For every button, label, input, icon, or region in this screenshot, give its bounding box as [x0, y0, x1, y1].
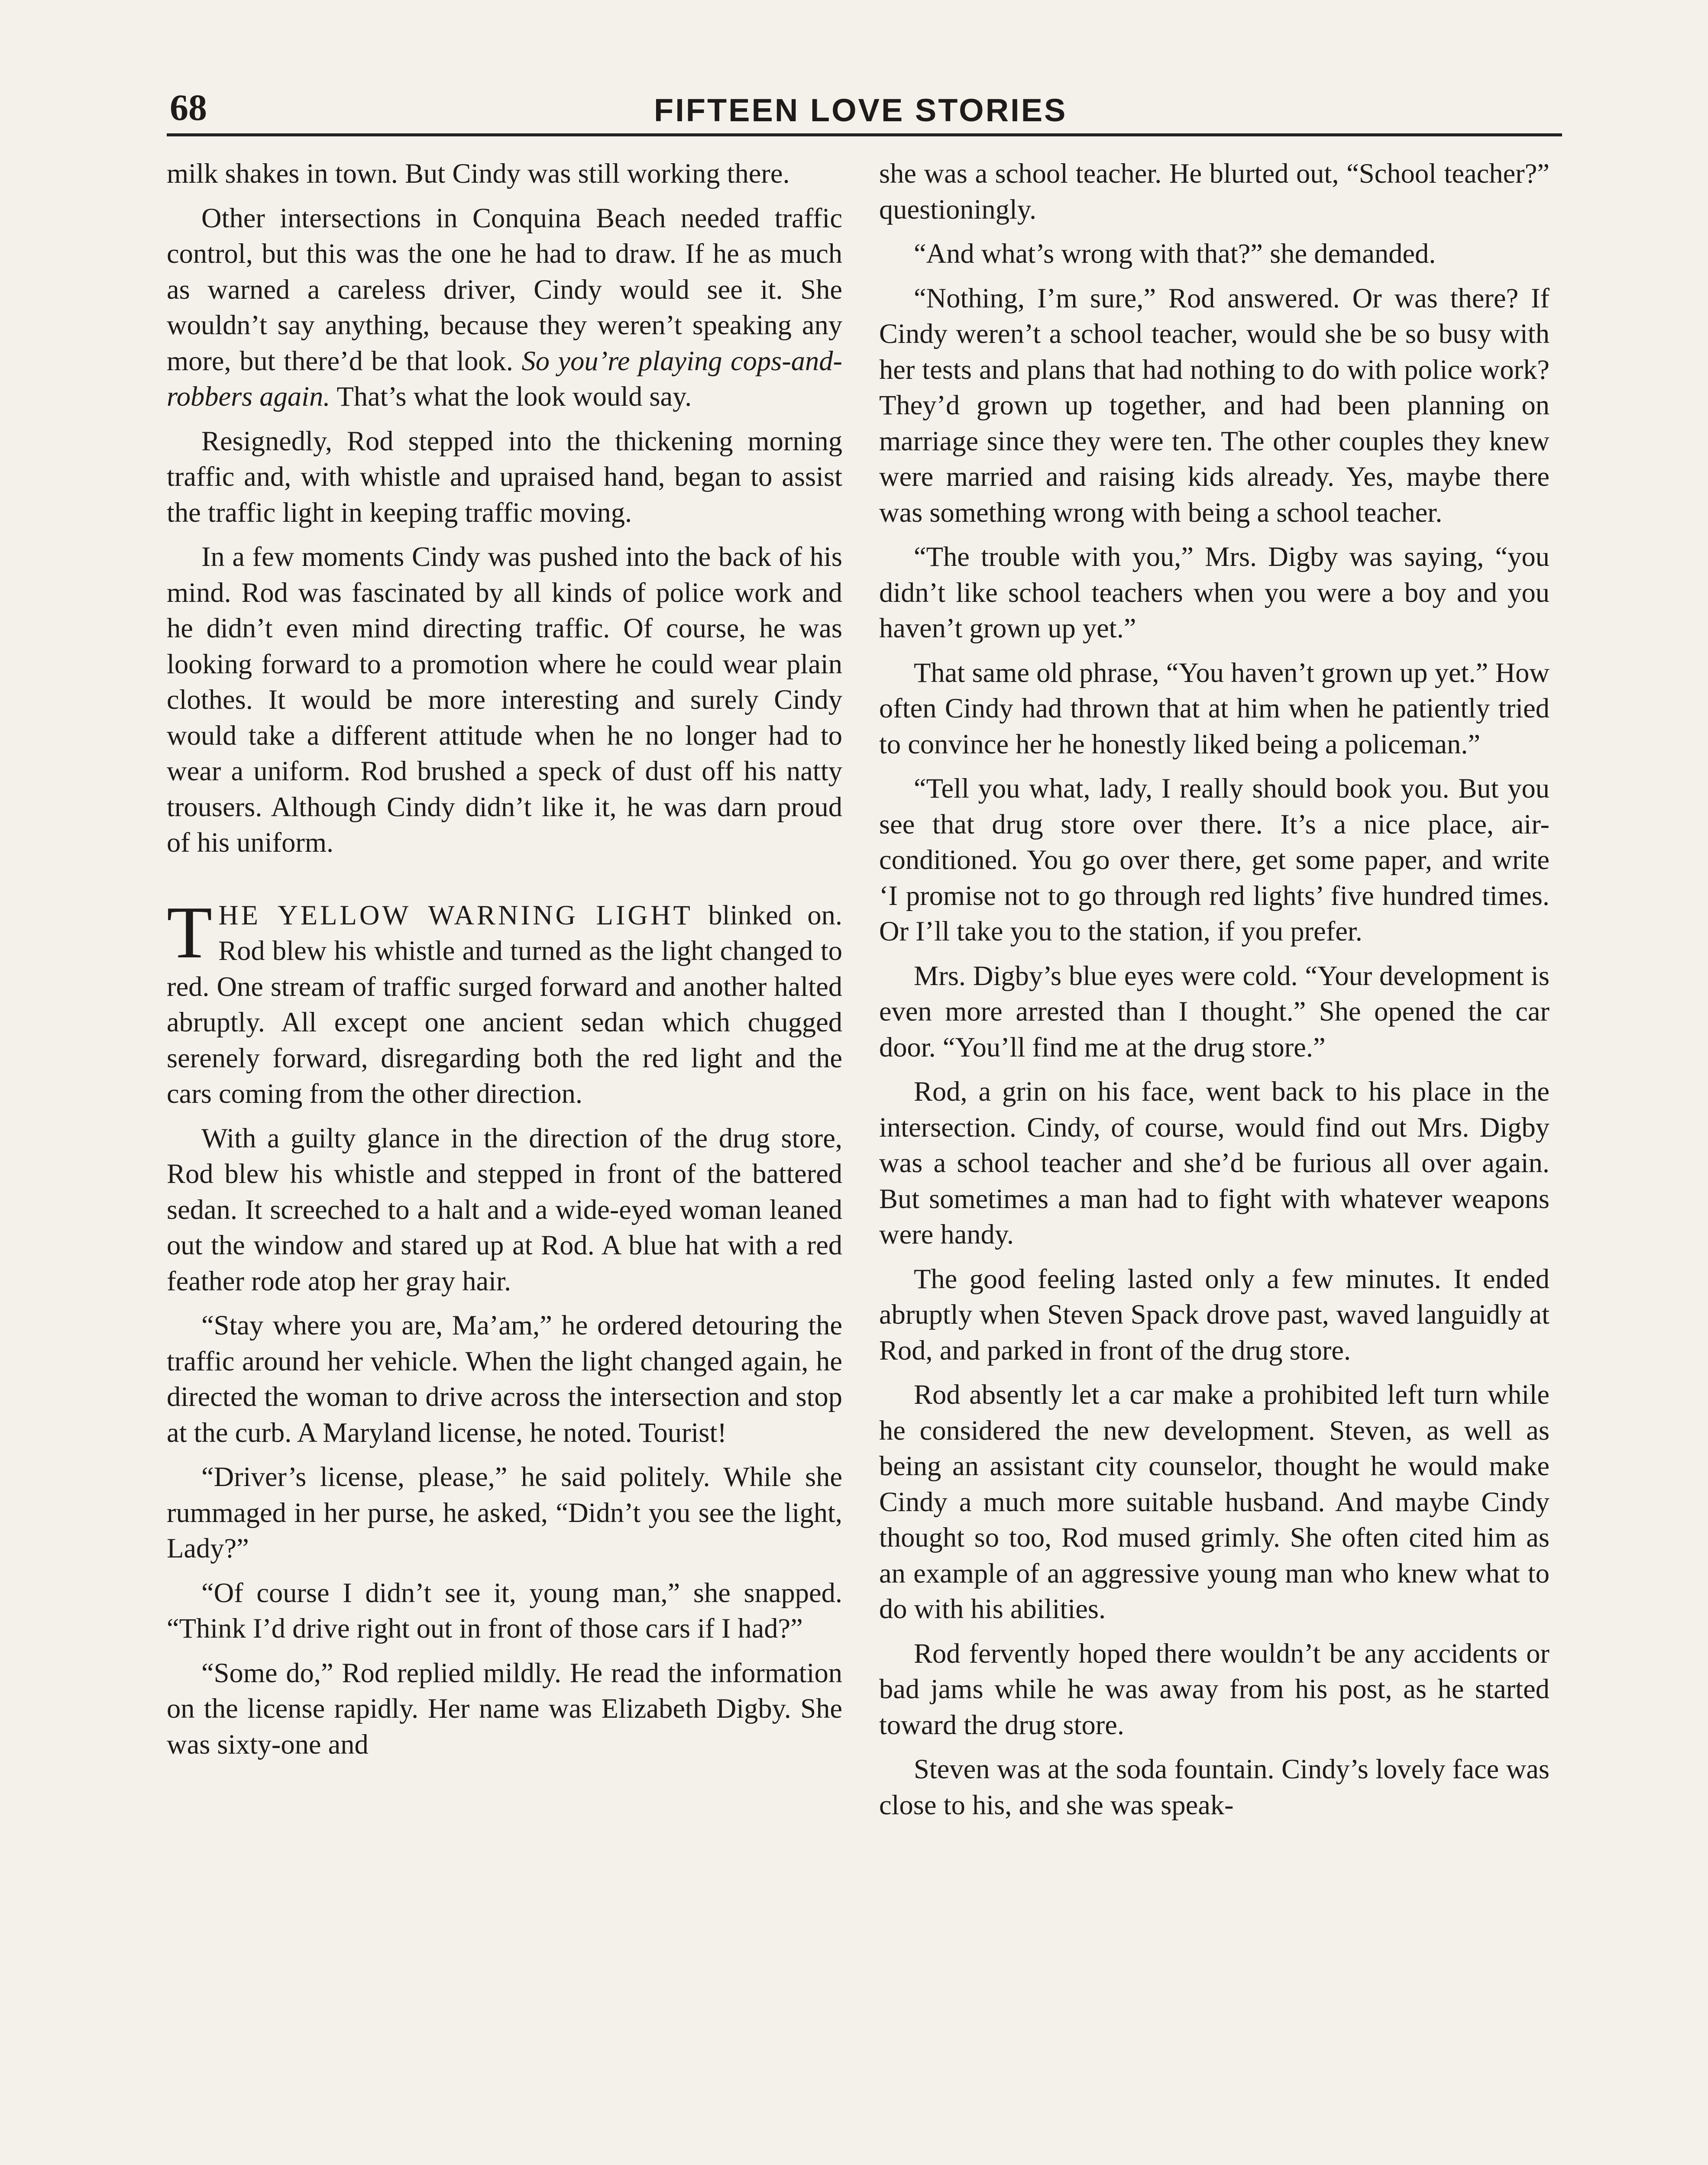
running-title: FIFTEEN LOVE STORIES: [654, 92, 1068, 128]
paragraph: “Stay where you are, Ma’am,” he ordered detouring the traffic around her vehicle. When the light changed again, he directed the woman to drive across the intersection and stop at the curb. A Maryland license, he noted. Tourist!: [167, 1310, 842, 1448]
paragraph-text: Other intersections in Conquina Beach needed traffic control, but this was the one he had to draw. If he as much as warned a careless driver, Cindy would see it. She wouldn’t say anything, because they weren’t speaking any more, but there’d be that look.: [167, 202, 842, 376]
paragraph: That same old phrase, “You haven’t grown up yet.” How often Cindy had thrown that at him when he patiently tried to convince her he honestly liked being a policeman.”: [879, 657, 1549, 759]
paragraph: “Tell you what, lady, I really should book you. But you see that drug store over there. It’s a nice place, air-conditioned. You go over there, get some paper, and write ‘I promise not to go through red lights’ five hundred times. Or I’ll take you to the station, if you prefer.: [879, 773, 1549, 947]
drop-cap: T: [167, 891, 213, 974]
paragraph: With a guilty glance in the direction of the drug store, Rod blew his whistle and stepped in front of the battered sedan. It screeched to a halt and a wide-eyed woman leaned out the window and stared up at Rod. A blue hat with a red feather rode atop her gray hair.: [167, 1122, 842, 1296]
paragraph: In a few moments Cindy was pushed into the back of his mind. Rod was fascinated by all kinds of police work and he didn’t even mind directing traffic. Of course, he was looking forward to a promotion where he could wear plain clothes. It would be more interesting and surely Cindy would take a different attitude when he no longer had to wear a uniform. Rod brushed a speck of dust off his natty trousers. Although Cindy didn’t like it, he was darn proud of his uniform.: [167, 541, 842, 858]
paragraph: she was a school teacher. He blurted out, “School teacher?” questioningly.: [879, 158, 1549, 225]
header-rule: [167, 133, 1562, 136]
paragraph: The good feeling lasted only a few minutes. It ended abruptly when Steven Spack drove past, waved languidly at Rod, and parked in front of the drug store.: [879, 1263, 1549, 1366]
paragraph: “Nothing, I’m sure,” Rod answered. Or was there? If Cindy weren’t a school teacher, would she be so busy with her tests and plans that had nothing to do with police work? They’d grown up together, and had been planning on marriage since they were ten. The other couples they knew were married and raising kids already. Yes, maybe there was something wrong with being a school teacher.: [879, 282, 1549, 528]
paragraph-text: blinked on. Rod blew his whistle and turned as the light changed to red. One stream of traffic surged forward and another halted abruptly. All except one ancient sedan which chugged serenely forward, disregarding both the red light and the cars coming from the other direction.: [167, 899, 842, 1109]
paragraph: Resignedly, Rod stepped into the thickening morning traffic and, with whistle and upraised hand, began to assist the traffic light in keeping traffic moving.: [167, 425, 842, 528]
paragraph: Mrs. Digby’s blue eyes were cold. “Your development is even more arrested than I thought.” She opened the car door. “You’ll find me at the drug store.”: [879, 960, 1549, 1063]
paragraph: milk shakes in town. But Cindy was still working there.: [167, 158, 790, 189]
lead-in-caps: HE YELLOW WARNING LIGHT: [218, 899, 693, 931]
paragraph: “Of course I didn’t see it, young man,” she snapped. “Think I’d drive right out in front of those cars if I had?”: [167, 1577, 842, 1644]
paragraph: “And what’s wrong with that?” she demanded.: [914, 238, 1436, 269]
paragraph-text: That’s what the look would say.: [336, 381, 692, 412]
italic-thought: So you’re playing cops-and-robbers again.: [167, 345, 842, 412]
page-number: 68: [170, 87, 207, 128]
paragraph: Rod fervently hoped there wouldn’t be any accidents or bad jams while he was away from his post, as he started toward the drug store.: [879, 1638, 1549, 1740]
paragraph: “Driver’s license, please,” he said politely. While she rummaged in her purse, he asked, “Didn’t you see the light, Lady?”: [167, 1461, 842, 1564]
paragraph: “Some do,” Rod replied mildly. He read the information on the license rapidly. Her name was Elizabeth Digby. She was sixty-one and: [167, 1657, 842, 1760]
paragraph: “The trouble with you,” Mrs. Digby was saying, “you didn’t like school teachers when you were a boy and you haven’t grown up yet.”: [879, 541, 1549, 643]
right-column: [879, 156, 1549, 1832]
paragraph: Rod, a grin on his face, went back to his place in the intersection. Cindy, of course, would find out Mrs. Digby was a school teacher and she’d be furious all over again. But sometimes a man had to fight with whatever weapons were handy.: [879, 1076, 1549, 1250]
paragraph: Rod absently let a car make a prohibited left turn while he considered the new development. Steven, as well as being an assistant city counselor, thought he would make Cindy a much more suitable husband. And maybe Cindy thought so too, Rod mused grimly. She often cited him as an example of an aggressive young man who knew what to do with his abilities.: [879, 1379, 1549, 1624]
left-column: [167, 156, 842, 1771]
paragraph: [167, 200, 842, 415]
section-opening-paragraph: [167, 891, 842, 1112]
paragraph: Steven was at the soda fountain. Cindy’s lovely face was close to his, and she was speak-: [879, 1754, 1549, 1820]
